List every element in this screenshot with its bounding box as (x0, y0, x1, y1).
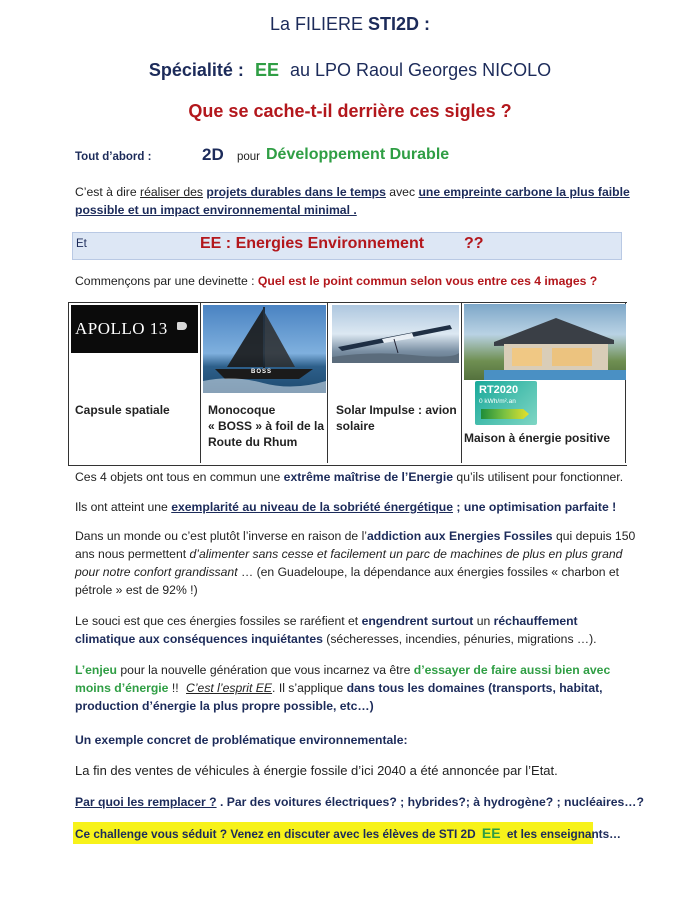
text: EE (481, 825, 501, 841)
text: ans nous permettent (75, 547, 187, 561)
paragraph-3-line2 (75, 545, 622, 563)
capsule-icon (177, 322, 187, 330)
paragraph-7: La fin des ventes de véhicules à énergie fossile d’ici 2040 a été annoncée par l’Etat. (75, 763, 558, 778)
sailboat-drawing (203, 305, 326, 393)
paragraph-4-line1 (75, 612, 578, 630)
paragraph-3-line1 (75, 527, 635, 545)
apollo-title: APOLLO 13 (75, 319, 168, 338)
caption-line: « BOSS » à foil de la (208, 419, 325, 433)
riddle-line (75, 272, 597, 290)
title-prefix: La FILIERE (269, 14, 363, 34)
boss-image (203, 305, 326, 393)
text: engendrent surtout (361, 614, 474, 628)
badge-sub: 0 kWh/m².an (479, 398, 516, 405)
caption-house: Maison à énergie positive (464, 431, 611, 445)
page-title (0, 14, 700, 35)
text: et les enseignants… (506, 827, 621, 841)
text: une empreinte carbone la plus faible (418, 185, 630, 199)
caption-boss (208, 402, 324, 450)
airplane-drawing (332, 305, 459, 363)
text: exemplarité au niveau de la sobriété énergétique (171, 500, 453, 514)
text: ; une optimisation parfaite ! (456, 500, 617, 514)
speciality-code: EE (254, 60, 279, 80)
text: avec (389, 185, 416, 199)
solar-impulse-image (332, 305, 459, 363)
caption-apollo: Capsule spatiale (75, 403, 170, 417)
text: qui depuis 150 (555, 529, 636, 543)
meaning-2d: Développement Durable (266, 146, 450, 163)
text: pour la nouvelle génération que vous incarnez va être (120, 663, 411, 677)
text: . Il s’applique (272, 681, 344, 695)
text: dans tous les domaines (transports, habitat, (346, 681, 603, 695)
text: Par quoi les remplacer ? (75, 795, 217, 809)
text: d’alimenter sans cesse et facilement un parc de machines de plus en plus grand (189, 547, 623, 561)
text: … (en Guadeloupe, la dépendance aux énergies fossiles « charbon et (241, 565, 620, 579)
text: Ce challenge vous séduit ? Venez en discuter avec les élèves de STI 2D (75, 827, 476, 841)
text: C’est à dire (75, 185, 137, 199)
text: réaliser des (140, 185, 204, 199)
text: Commençons par une devinette : (75, 274, 255, 288)
text: addiction aux Energies Fossiles (367, 529, 553, 543)
text: C’est l’esprit EE (186, 681, 273, 695)
paragraph-4-line2 (75, 630, 597, 648)
badge-title: RT2020 (479, 384, 519, 396)
text: Quel est le point commun selon vous entre ces 4 images ? (257, 274, 598, 288)
text: extrême maîtrise de l’Energie (283, 470, 454, 484)
paragraph-5-line3: production d’énergie la plus propre possible, etc…) (75, 699, 374, 713)
text: un (476, 614, 491, 628)
rt2020-badge (475, 381, 537, 425)
code-2d: 2D (202, 145, 224, 164)
title-strong: STI2D : (368, 14, 431, 34)
text: Ces 4 objets ont tous en commun une (75, 470, 281, 484)
caption-line: solaire (336, 419, 375, 433)
paragraph-3-line4: pétrole » est de 92% !) (75, 583, 198, 597)
paragraph-2 (75, 498, 616, 516)
house-image (464, 304, 626, 380)
text: . Par des voitures électriques? ; hybrides?; à hydrogène? ; nucléaires…? (219, 795, 644, 809)
caption-line: Route du Rhum (208, 435, 298, 449)
text: Le souci est que ces énergies fossiles se raréfient et (75, 614, 359, 628)
speciality-line (0, 60, 700, 81)
speciality-label: Spécialité : (148, 60, 244, 80)
caption-line: Monocoque (208, 403, 276, 417)
boss-overlay-label: BOSS (251, 369, 273, 375)
2d-explanation-line1 (75, 183, 630, 201)
speciality-school: au LPO Raoul Georges NICOLO (289, 60, 552, 80)
text: (sécheresses, incendies, pénuries, migrations …). (326, 632, 597, 646)
ee-marks: ?? (464, 235, 484, 252)
apollo-image (71, 305, 198, 353)
text: moins d’énergie (75, 681, 169, 695)
caption-line: Solar Impulse : avion (336, 403, 457, 417)
2d-explanation-line2: possible et un impact environnemental minimal . (75, 203, 357, 217)
energy-scale-icon (481, 409, 529, 419)
text: qu’ils utilisent pour fonctionner. (456, 470, 624, 484)
text: !! (171, 681, 179, 695)
et-label: Et (76, 238, 87, 250)
paragraph-9 (75, 824, 621, 843)
text: d’essayer de faire aussi bien avec (413, 663, 611, 677)
text: climatique aux conséquences inquiétantes (75, 632, 323, 646)
paragraph-5-line2 (75, 679, 603, 697)
house-drawing (464, 304, 626, 380)
paragraph-6: Un exemple concret de problématique environnementale: (75, 733, 408, 747)
text: pour notre confort grandissant (75, 565, 238, 579)
caption-solar (336, 402, 457, 434)
question-heading: Que se cache-t-il derrière ces sigles ? (188, 101, 512, 121)
paragraph-1 (75, 468, 623, 486)
paragraph-8 (75, 793, 644, 811)
paragraph-5-line1 (75, 661, 610, 679)
text: projets durables dans le temps (206, 185, 386, 199)
paragraph-3-line3 (75, 563, 619, 581)
ee-heading: EE : Energies Environnement (200, 235, 425, 252)
text: Ils ont atteint une (75, 500, 168, 514)
text: réchauffement (493, 614, 578, 628)
text: L’enjeu (75, 663, 117, 677)
text: Dans un monde ou c’est plutôt l’inverse en raison de l’ (75, 529, 367, 543)
pour-label: pour (237, 151, 261, 163)
intro-label: Tout d’abord : (75, 151, 152, 163)
